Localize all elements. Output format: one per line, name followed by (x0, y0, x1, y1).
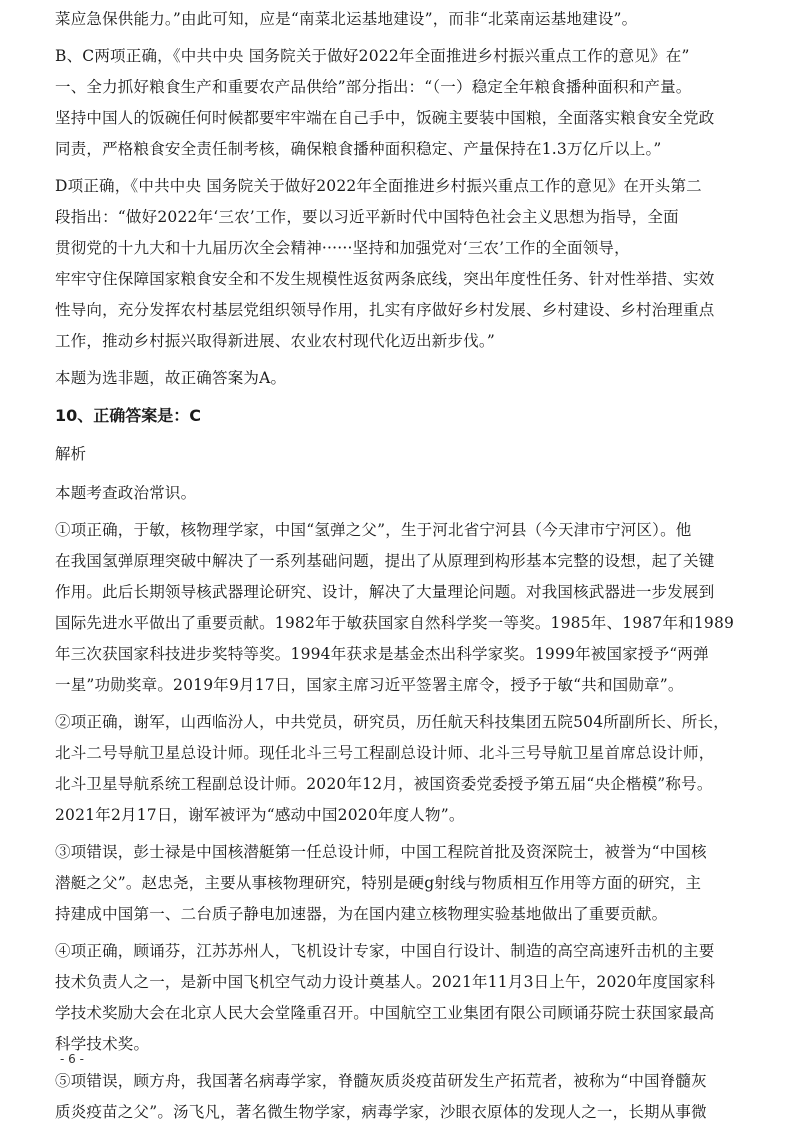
document-page (55, 4, 767, 1134)
page-number: - 6 - (60, 1052, 84, 1066)
paragraph-item-2: ②项正确，谢军，山西临汾人，中共党员，研究员，历任航天科技集团五院504所副所长、所长， 北斗二号导航卫星总设计师。现任北斗三号工程副总设计师、北斗三号导航卫星首席总设计师， 北斗卫星导航系统工程副总设计师。2020年12月，被国资委党委授予第五届“央企楷模”称号。 2021年2月17日，谢军被评为“感动中国2020年度人物”。 (55, 713, 729, 824)
paragraph-item-3: ③项错误，彭士禄是中国核潜艇第一任总设计师，中国工程院首批及资深院士，被誉为“中国核 潜艇之父”。赵忠尧，主要从事核物理研究，特别是硬g射线与物质相互作用等方面的研究，主 持建成中国第一、二台质子静电加速器，为在国内建立核物理实验基地做出了重要贡献。 (55, 843, 707, 923)
paragraph-continuation: 菜应急保供能力。”由此可知，应是“南菜北运基地建设”，而非“北菜南运基地建设”。 (55, 10, 638, 28)
paragraph-item-5: ⑤项错误，顾方舟，我国著名病毒学家，脊髓灰质炎疫苗研发生产拓荒者，被称为“中国脊髓灰 质炎疫苗之父”。汤飞凡，著名微生物学家，病毒学家，沙眼衣原体的发现人之一，长期从事微 (55, 1072, 707, 1121)
paragraph-item-4: ④项正确，顾诵芬，江苏苏州人，飞机设计专家，中国自行设计、制造的高空高速歼击机的主要 技术负责人之一，是新中国飞机空气动力设计奠基人。2021年11月3日上午，2020年度国家科 学技术奖励大会在北京人民大会堂隆重召开。中国航空工业集团有限公司顾诵芬院士获国家最高 科学技术奖。 (55, 942, 716, 1053)
paragraph-answer-conclusion: 本题为选非题，故正确答案为A。 (55, 369, 287, 387)
paragraph-item-1: ①项正确，于敏，核物理学家，中国“氢弹之父”，生于河北省宁河县（今天津市宁河区）。他 在我国氢弹原理突破中解决了一系列基础问题，提出了从原理到构形基本完整的设想，起了关键 作用。此后长期领导核武器理论研究、设计，解决了大量理论问题。对我国核武器进一步发展到 国际先进水平做出了重要贡献。1982年于敏获国家自然科学奖一等奖。1985年、1987年和1989 年三次获国家科技进步奖特等奖。1994年获求是基金杰出科学家奖。1999年被国家授予“两弹 一星”功勋奖章。2019年9月17日，国家主席习近平签署主席令，授予于敏“共和国勋章”。 (55, 521, 735, 694)
paragraph-option-bc: B、C两项正确，《中共中央 国务院关于做好2022年全面推进乡村振兴重点工作的意见》在” 一、全力抓好粮食生产和重要农产品供给”部分指出：“（一）稳定全年粮食播种面积和产量。 坚持中国人的饭碗任何时候都要牢牢端在自己手中，饭碗主要装中国粮，全面落实粮食安全党政 同责，严格粮食安全责任制考核，确保粮食播种面积稳定、产量保持在1.3万亿斤以上。” (55, 47, 715, 158)
paragraph-option-d: D项正确，《中共中央 国务院关于做好2022年全面推进乡村振兴重点工作的意见》在开头第二 段指出：“做好2022年‘三农’工作，要以习近平新时代中国特色社会主义思想为指导，全面 贯彻党的十九大和十九届历次全会精神······坚持和加强党对‘三农’工作的全面领导， 牢牢守住保障国家粮食安全和不发生规模性返贫两条底线，突出年度性任务、针对性举措、实效 性导向，充分发挥农村基层党组织领导作用，扎实有序做好乡村发展、乡村建设、乡村治理重点 工作，推动乡村振兴取得新进展、农业农村现代化迈出新步伐。” (55, 177, 715, 350)
analysis-intro: 本题考查政治常识。 (55, 484, 197, 502)
question-10-answer-heading: 10、正确答案是：C (55, 406, 202, 425)
analysis-label: 解析 (55, 445, 87, 463)
